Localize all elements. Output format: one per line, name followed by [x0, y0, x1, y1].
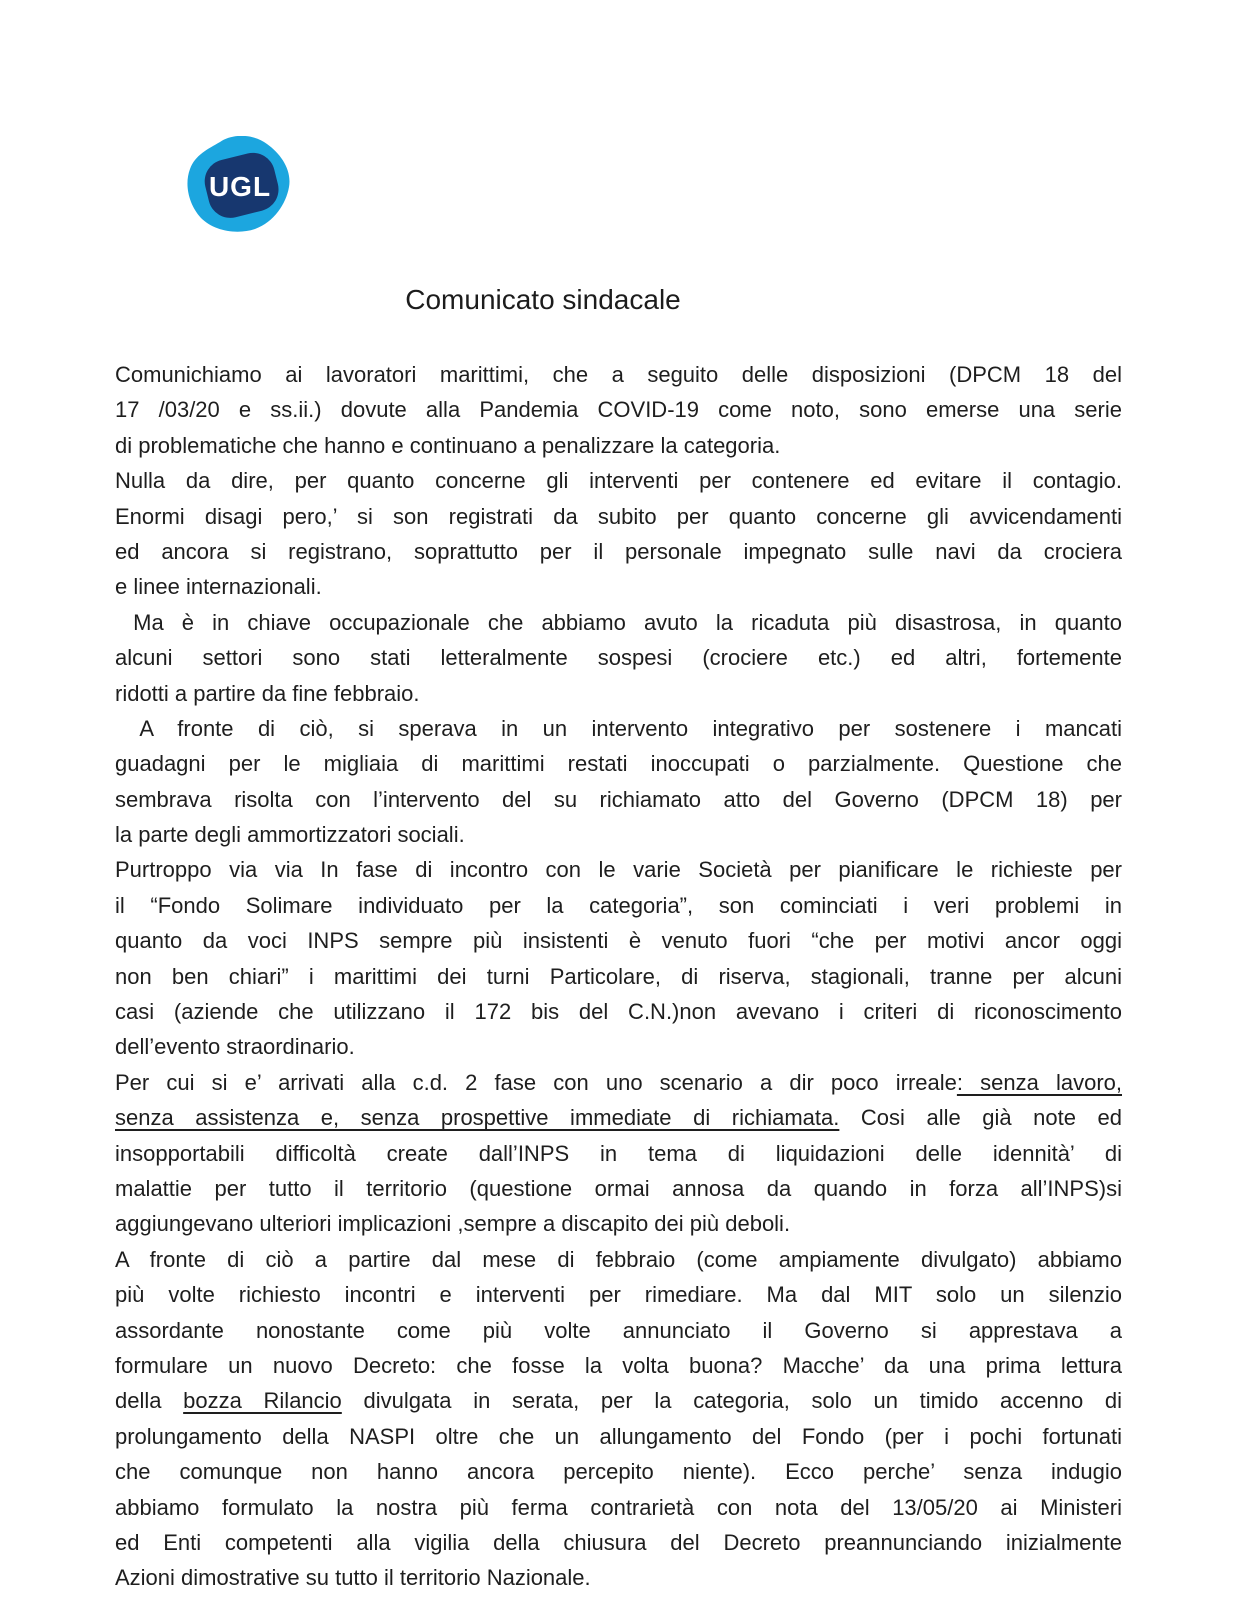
text-line: [115, 1525, 1122, 1560]
text-line: [115, 1348, 1122, 1383]
text-segment: abbiamo formulato la nostra più ferma contrarietà con nota del 13/05/20 ai Ministeri: [115, 1494, 1122, 1520]
text-segment: più volte richiesto incontri e interventi per rimediare. Ma dal MIT solo un silenzio: [115, 1282, 1122, 1308]
text-segment: A fronte di ciò, si sperava in un intervento integrativo per sostenere i mancati: [115, 715, 1122, 741]
text-segment: ed ancora si registrano, soprattutto per il personale impegnato sulle navi da crociera: [115, 538, 1122, 564]
text-segment: formulare un nuovo Decreto: che fosse la volta buona? Macche’ da una prima lettura: [115, 1352, 1122, 1378]
text-segment: la parte degli ammortizzatori sociali.: [115, 822, 465, 848]
text-line: [115, 357, 1122, 392]
text-line: [115, 463, 1122, 498]
text-line: [115, 1560, 1122, 1595]
text-line: [115, 1171, 1122, 1206]
text-line: [115, 534, 1122, 569]
text-line: [115, 1206, 1122, 1241]
text-segment: divulgata in serata, per la categoria, solo un timido accenno di: [341, 1388, 1122, 1414]
text-segment: insopportabili difficoltà create dall’INPS in tema di liquidazioni delle idennità’ di: [115, 1140, 1122, 1166]
text-segment: sembrava risolta con l’intervento del su richiamato atto del Governo (DPCM 18) per: [115, 786, 1122, 812]
page-title: Comunicato sindacale: [405, 284, 681, 315]
text-segment: ed Enti competenti alla vigilia della chiusura del Decreto preannunciando inizialmente: [115, 1529, 1122, 1555]
text-segment: aggiungevano ulteriori implicazioni ,sempre a discapito dei più deboli.: [115, 1211, 791, 1237]
text-segment: malattie per tutto il territorio (questione ormai annosa da quando in forza all’INPS)si: [115, 1175, 1122, 1201]
text-line: [115, 959, 1122, 994]
text-segment: e linee internazionali.: [115, 574, 322, 600]
text-segment: prolungamento della NASPI oltre che un allungamento del Fondo (per i pochi fortunati: [115, 1423, 1122, 1449]
text-segment: che comunque non hanno ancora percepito niente). Ecco perche’ senza indugio: [115, 1459, 1122, 1485]
text-line: [115, 392, 1122, 427]
underlined-text: bozza Rilancio: [183, 1388, 342, 1414]
text-segment: della: [115, 1388, 184, 1414]
text-segment: A fronte di ciò a partire dal mese di febbraio (come ampiamente divulgato) abbiamo: [115, 1246, 1122, 1272]
text-segment: Nulla da dire, per quanto concerne gli interventi per contenere ed evitare il contagio.: [115, 468, 1122, 494]
text-line: [115, 499, 1122, 534]
text-line: [115, 817, 1122, 852]
text-line: [115, 1136, 1122, 1171]
text-segment: Cosi alle già note ed: [839, 1105, 1122, 1131]
text-segment: casi (aziende che utilizzano il 172 bis del C.N.)non avevano i criteri di riconoscimento: [115, 999, 1122, 1025]
text-line: [115, 923, 1122, 958]
underlined-text: senza assistenza e, senza prospettive immediate di richiamata.: [115, 1105, 840, 1131]
text-segment: alcuni settori sono stati letteralmente sospesi (crociere etc.) ed altri, fortemente: [115, 645, 1122, 671]
text-line: [115, 1065, 1122, 1100]
text-line: [115, 994, 1122, 1029]
text-line: [115, 1313, 1122, 1348]
text-segment: Purtroppo via via In fase di incontro con le varie Società per pianificare le richieste per: [115, 857, 1122, 883]
underlined-text: : senza lavoro,: [956, 1069, 1122, 1095]
text-segment: assordante nonostante come più volte annunciato il Governo si apprestava a: [115, 1317, 1122, 1343]
text-line: [115, 711, 1122, 746]
text-line: [115, 888, 1122, 923]
text-line: [115, 1419, 1122, 1454]
text-segment: 17 /03/20 e ss.ii.) dovute alla Pandemia COVID-19 come noto, sono emerse una serie: [115, 397, 1122, 423]
text-line: [115, 1383, 1122, 1418]
text-segment: Comunichiamo ai lavoratori marittimi, che a seguito delle disposizioni (DPCM 18 del: [115, 362, 1122, 387]
text-segment: ridotti a partire da fine febbraio.: [115, 680, 420, 706]
document-body: [115, 357, 1122, 1596]
text-line: [115, 1100, 1122, 1135]
text-segment: Per cui si e’ arrivati alla c.d. 2 fase con uno scenario a dir poco irreale: [115, 1069, 957, 1095]
ugl-logo: [186, 136, 292, 234]
text-segment: Azioni dimostrative su tutto il territorio Nazionale.: [115, 1565, 591, 1591]
text-line: [115, 782, 1122, 817]
logo-text: UGL: [208, 171, 272, 202]
text-line: [115, 1029, 1122, 1064]
text-line: [115, 1242, 1122, 1277]
text-line: [115, 676, 1122, 711]
text-line: [115, 640, 1122, 675]
text-segment: Ma è in chiave occupazionale che abbiamo avuto la ricaduta più disastrosa, in quanto: [115, 609, 1122, 635]
text-line: [115, 746, 1122, 781]
text-line: [115, 1277, 1122, 1312]
text-segment: quanto da voci INPS sempre più insistenti è venuto fuori “che per motivi ancor oggi: [115, 928, 1122, 954]
text-segment: guadagni per le migliaia di marittimi restati inoccupati o parzialmente. Questione che: [115, 751, 1122, 777]
text-line: [115, 605, 1122, 640]
text-line: [115, 569, 1122, 604]
text-segment: Enormi disagi pero,’ si son registrati da subito per quanto concerne gli avvicendamenti: [115, 503, 1122, 529]
text-line: [115, 852, 1122, 887]
text-segment: il “Fondo Solimare individuato per la categoria”, son cominciati i veri problemi in: [115, 892, 1122, 918]
text-segment: dell’evento straordinario.: [115, 1034, 355, 1060]
text-line: [115, 428, 1122, 463]
text-line: [115, 1454, 1122, 1489]
text-line: [115, 1490, 1122, 1525]
text-segment: non ben chiari” i marittimi dei turni Particolare, di riserva, stagionali, tranne per alcuni: [115, 963, 1122, 989]
text-segment: di problematiche che hanno e continuano a penalizzare la categoria.: [115, 432, 781, 458]
